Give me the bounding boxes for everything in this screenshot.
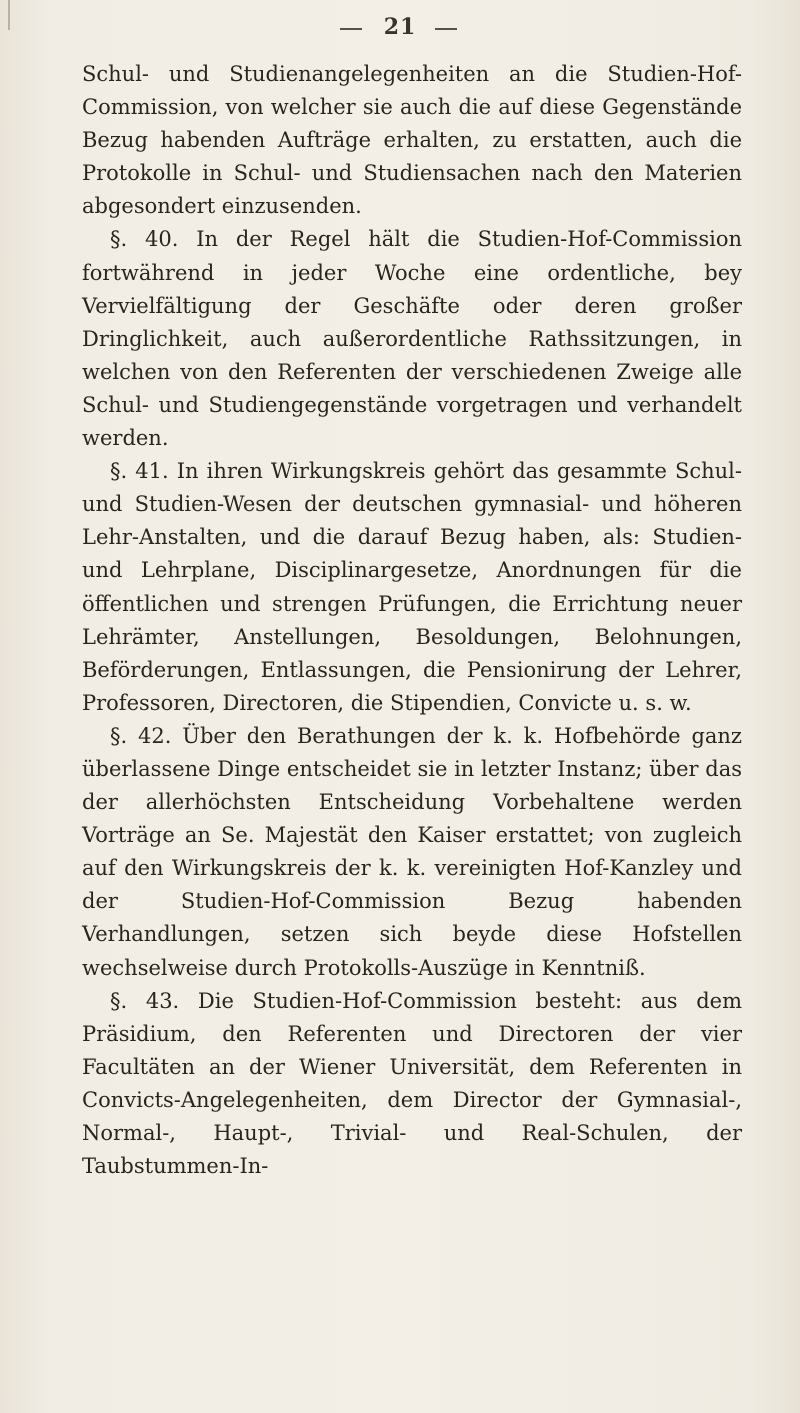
header-dash-left: [340, 28, 362, 30]
paragraph-section-41: §. 41. In ihren Wirkungskreis gehört das gesammte Schul- und Studien-Wesen der deutschen gymnasial- und höheren Lehr-Anstalten, und die darauf Bezug haben, als: Studien- und Lehrplane, Disciplinargesetze, Anordnungen für die öffentlichen und strengen Prüfungen, die Errichtung neuer Lehrämter, Anstellungen, Besoldungen, Belohnungen, Beförderungen, Entlassungen, die Pensionirung der Lehrer, Professoren, Directoren, die Stipendien, Convicte u. s. w.: [82, 459, 742, 715]
paragraph-section-43: §. 43. Die Studien-Hof-Commission besteht: aus dem Präsidium, den Referenten und Directoren der vier Facultäten an der Wiener Universität, dem Referenten in Convicts-Angelegenheiten, dem Director der Gymnasial-, Normal-, Haupt-, Trivial- und Real-Schulen, der Taubstummen-In-: [82, 988, 742, 1179]
page-header: [0, 14, 800, 44]
page-number: 21: [383, 14, 417, 40]
paragraph-section-42: §. 42. Über den Berathungen der k. k. Hofbehörde ganz überlassene Dinge entscheidet sie in letzter Instanz; über das der allerhöchsten Entscheidung Vorbehaltene werden Vorträge an Se. Majestät den Kaiser erstattet; von zugleich auf den Wirkungskreis der k. k. vereinigten Hof-Kanzley und der Studien-Hof-Commission Bezug habenden Verhandlungen, setzen sich beyde diese Hofstellen wechselweise durch Protokolls-Auszüge in Kenntniß.: [82, 723, 742, 980]
text-body: [82, 58, 742, 1183]
header-dash-right: [435, 28, 457, 30]
paragraph-section-40: §. 40. In der Regel hält die Studien-Hof-Commission fortwährend in jeder Woche eine ordentliche, bey Vervielfältigung der Geschäfte oder deren großer Dringlichkeit, auch außerordentliche Rathssitzungen, in welchen von den Referenten der verschiedenen Zweige alle Schul- und Studiengegenstände vorgetragen und verhandelt werden.: [82, 227, 742, 451]
paragraph-continuation: Schul- und Studienangelegenheiten an die Studien-Hof-Commission, von welcher sie auch die auf diese Gegenstände Bezug habenden Aufträge erhalten, zu erstatten, auch die Protokolle in Schul- und Studiensachen nach den Materien abgesondert einzusenden.: [82, 62, 742, 219]
